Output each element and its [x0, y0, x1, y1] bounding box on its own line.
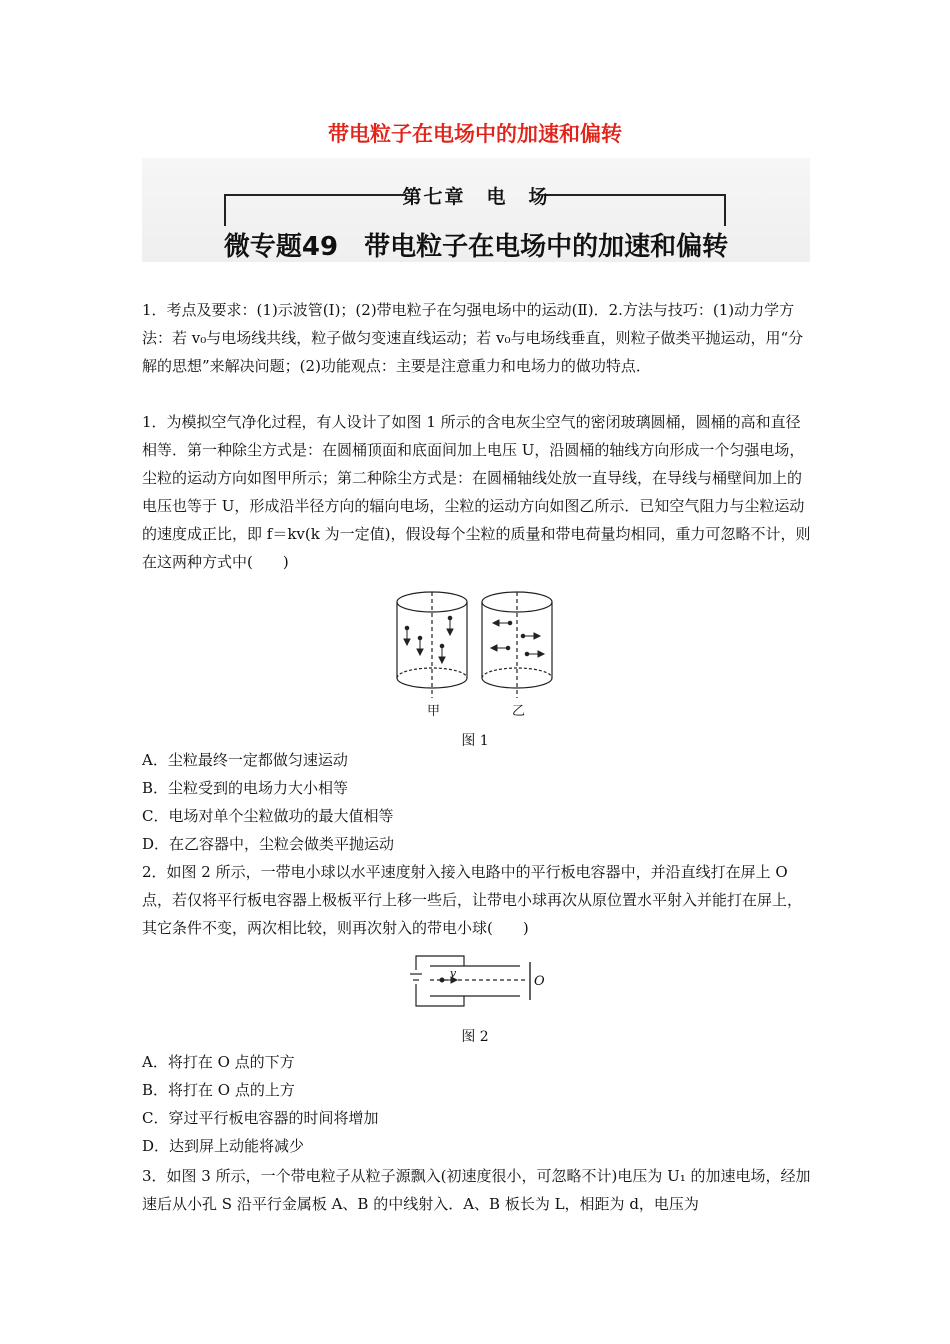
topic-title: 微专题49 带电粒子在电场中的加速和偏转 [223, 232, 729, 262]
figure-1-cylinders [390, 590, 570, 715]
intro-text: 1．考点及要求：(1)示波管(Ⅰ)；(2)带电粒子在匀强电场中的运动(Ⅱ)．2.方法与技巧：(1)动力学方法：若 v₀与电场线共线，粒子做匀变速直线运动；若 v₀与电场线垂直，则粒子做类平抛运动，用“分解的思想”来解决问题；(2)功能观点：主要是注意重力和电场力的做功特点． [142, 301, 804, 375]
question-2-option-c: C．穿过平行板电容器的时间将增加 [142, 1109, 379, 1127]
figure-2-capacitor-circuit [408, 950, 538, 1020]
question-2 [142, 858, 812, 942]
figure-2-caption: 图 2 [461, 1029, 489, 1045]
question-2-option-b: B．将打在 O 点的上方 [142, 1081, 295, 1099]
question-3-stem: 3．如图 3 所示，一个带电粒子从粒子源飘入(初速度很小，可忽略不计)电压为 U₁ 的加速电场，经加速后从小孔 S 沿平行金属板 A、B 的中线射入．A、B 板长为 L，相距为 d，电压为 [142, 1167, 811, 1213]
document-title: 带电粒子在电场中的加速和偏转 [328, 122, 622, 146]
figure-1-label-jia: 甲 [427, 704, 441, 719]
question-1-stem: 1．为模拟空气净化过程，有人设计了如图 1 所示的含电灰尘空气的密闭玻璃圆桶，圆桶的高和直径相等．第一种除尘方式是：在圆桶顶面和底面间加上电压 U，沿圆桶的轴线方向形成一个匀强电场，尘粒的运动方向如图甲所示；第二种除尘方式是：在圆桶轴线处放一直导线，在导线与桶壁间加上的电压也等于 U，形成沿半径方向的辐向电场，尘粒的运动方向如图乙所示．已知空气阻力与尘粒运动的速度成正比，即 f＝kv(k 为一定值)，假设每个尘粒的质量和带电荷量均相同，重力可忽略不计，则在这两种方式中( ) [142, 413, 811, 571]
chapter-title: 第七章 电 场 [402, 186, 550, 208]
question-1-option-a: A．尘粒最终一定都做匀速运动 [142, 751, 348, 769]
question-1-option-c: C．电场对单个尘粒做功的最大值相等 [142, 807, 394, 825]
question-3 [142, 1162, 812, 1218]
question-1-option-b: B．尘粒受到的电场力大小相等 [142, 779, 349, 797]
figure-2-label-v: v [450, 967, 457, 980]
question-2-stem: 2．如图 2 所示，一带电小球以水平速度射入接入电路中的平行板电容器中，并沿直线打在屏上 O 点，若仅将平行板电容器上极板平行上移一些后，让带电小球再次从原位置水平射入并能打在屏上，其它条件不变，两次相比较，则再次射入的带电小球( ) [142, 863, 803, 937]
figure-2-label-o: O [534, 974, 545, 989]
question-2-option-d: D．达到屏上动能将减少 [142, 1137, 305, 1155]
question-1-option-d: D．在乙容器中，尘粒会做类平抛运动 [142, 835, 395, 853]
question-1 [142, 408, 812, 576]
intro-paragraph [142, 296, 812, 380]
figure-1-label-yi: 乙 [512, 704, 526, 719]
question-2-options [142, 1048, 812, 1160]
question-2-option-a: A．将打在 O 点的下方 [142, 1053, 295, 1071]
chapter-banner [142, 158, 810, 262]
figure-1-caption: 图 1 [461, 733, 489, 749]
question-1-options [142, 746, 812, 858]
